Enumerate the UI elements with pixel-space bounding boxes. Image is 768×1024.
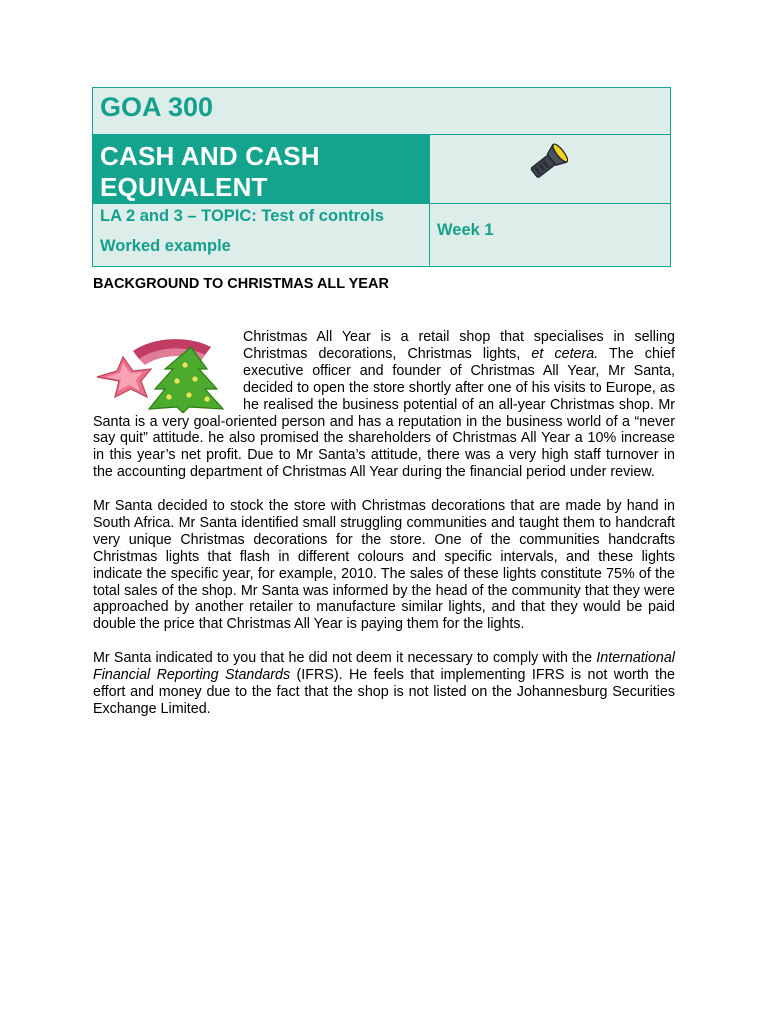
- paragraph-1-text-a: Christmas All Year is a retail shop that specialises in selling Christmas decorations, Christmas lights,: [243, 329, 675, 362]
- paragraph-3-emphasis: International Financial Reporting Standards: [93, 650, 675, 684]
- paragraph-1-emphasis: et cetera.: [531, 345, 599, 362]
- course-code: GOA 300: [100, 92, 214, 122]
- module-title-cell: [93, 135, 430, 204]
- topic-cell: [93, 204, 430, 267]
- module-title: CASH AND CASH EQUIVALENT: [100, 141, 320, 202]
- week-cell: [430, 204, 671, 267]
- module-header-table: [92, 87, 671, 267]
- paragraph-3-text-a: Mr Santa indicated to you that he did not deem it necessary to comply with the: [93, 650, 597, 667]
- paragraph-1-text-b: The chief executive officer and founder of Christmas All Year, Mr Santa, decided to open the store shortly after one of his visits to Europe, as he realised the business potential of an all-year Christmas shop. Mr Santa is a very goal-oriented person and has a reputation in the business world of a “never say quit” attitude. he also promised the shareholders of Christmas All Year a 10% increase in this year’s net profit. Due to Mr Santa’s attitude, there was a very high staff turnover in the accounting department of Christmas All Year during the financial period under review.: [93, 345, 676, 481]
- christmas-decorations-image: [93, 329, 243, 413]
- section-heading: BACKGROUND TO CHRISTMAS ALL YEAR: [93, 276, 389, 292]
- course-code-cell: [93, 88, 671, 135]
- paragraph-3: [93, 650, 675, 718]
- week-label: Week 1: [437, 221, 494, 239]
- icon-cell: [430, 135, 671, 204]
- flashlight-icon: [526, 168, 574, 185]
- paragraph-1: [93, 329, 675, 481]
- paragraph-3-text-b: (IFRS). He feels that implementing IFRS is not worth the effort and money due to the fact that the shop is not listed on the Johannesburg Securities Exchange Limited.: [93, 667, 676, 717]
- paragraph-2: Mr Santa decided to stock the store with Christmas decorations that are made by hand in South Africa. Mr Santa identified small struggling communities and taught them to handcraft very unique Christmas decorations for the store. One of the communities handcrafts Christmas lights that flash in different colours and specific intervals, and these lights indicate the specific year, for example, 2010. The sales of these lights constitute 75% of the total sales of the shop. Mr Santa was informed by the head of the community that they were approached by another retailer to manufacture similar lights, and that they would be paid double the price that Christmas All Year is paying them for the lights.: [93, 498, 675, 633]
- topic-line: LA 2 and 3 – TOPIC: Test of controls: [100, 207, 384, 225]
- subtopic-line: Worked example: [100, 237, 231, 255]
- body-text: [93, 329, 675, 735]
